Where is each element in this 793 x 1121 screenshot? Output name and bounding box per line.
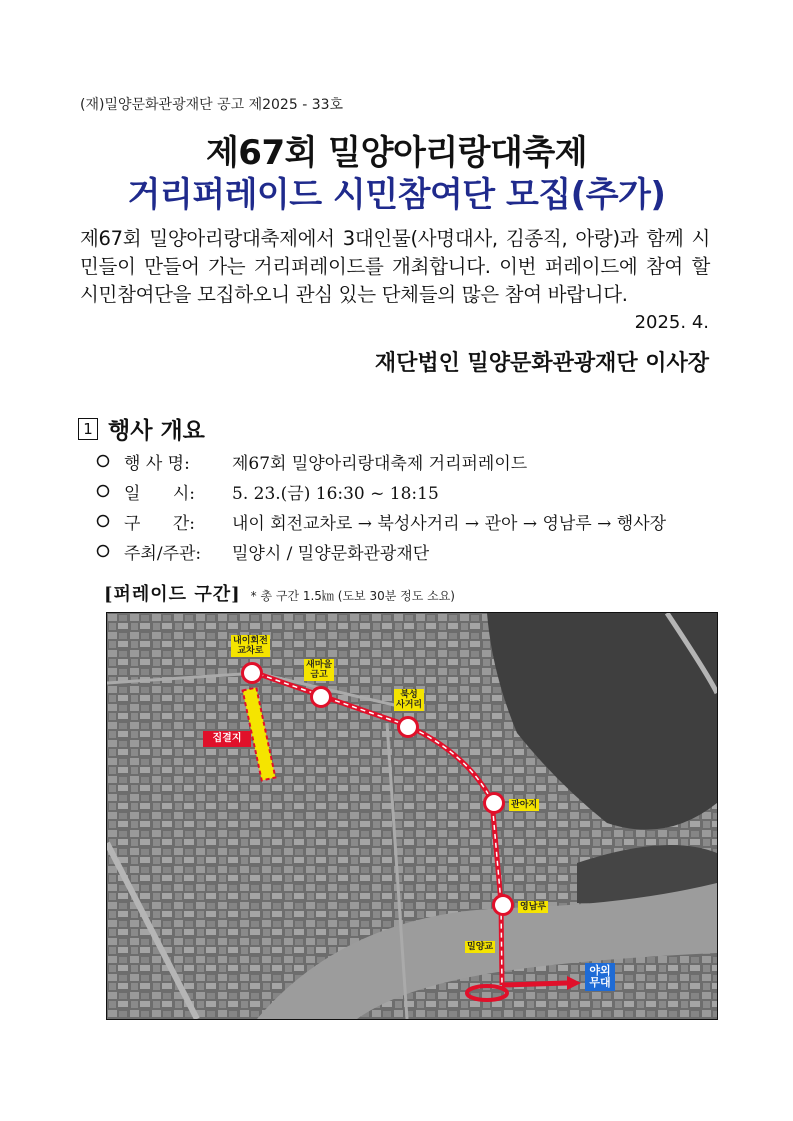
intro-paragraph: 제67회 밀양아리랑대축제에서 3대인물(사명대사, 김종직, 아랑)과 함께 시민들이 만들어 가는 거리퍼레이드를 개최합니다. 이번 퍼레이드에 참여 할 시민참여단을 모집하오니 관심 있는 단체들의 많은 참여 바랍니다. <box>80 227 710 306</box>
parade-route-map <box>106 612 718 1020</box>
label-bukseong: 북성 사거리 <box>396 690 423 710</box>
label-naei: 내이회전 교차로 <box>233 636 268 656</box>
stop-marker-bukseong <box>397 716 419 738</box>
section-number: 1 <box>78 418 98 440</box>
notice-date: 2025. 4. <box>634 312 709 333</box>
circle-bullet-icon <box>96 514 116 528</box>
map-caption <box>104 580 455 606</box>
title-festival: 제67회 밀양아리랑대축제 <box>205 133 588 173</box>
label-yeongnamnu: 영남루 <box>520 902 547 912</box>
stop-marker-gwana <box>483 792 505 814</box>
overview-value: 제67회 밀양아리랑대축제 거리퍼레이드 <box>232 453 528 474</box>
overview-label: 일 시: <box>124 483 195 504</box>
aerial-map-background <box>107 613 717 1019</box>
overview-value: 5. 23.(금) 16:30 ~ 18:15 <box>232 483 439 504</box>
label-stage: 야외 무대 <box>585 963 615 991</box>
notice-number: (재)밀양문화관광재단 공고 제2025 - 33호 <box>80 97 344 113</box>
title-recruitment: 거리퍼레이드 시민참여단 모집(추가) <box>127 175 666 215</box>
overview-item-time <box>96 476 666 506</box>
overview-item-name <box>96 446 666 476</box>
overview-label: 행 사 명: <box>124 453 190 474</box>
overview-item-route <box>96 506 666 536</box>
stop-marker-naei <box>241 662 263 684</box>
map-caption-note: * 총 구간 1.5㎞ (도보 30분 정도 소요) <box>250 589 455 603</box>
label-gwana: 관아지 <box>511 800 538 810</box>
label-saemaul: 새마을 금고 <box>306 660 333 680</box>
route-to-stage <box>502 983 567 985</box>
circle-bullet-icon <box>96 484 116 498</box>
overview-value: 밀양시 / 밀양문화관광재단 <box>232 543 430 564</box>
circle-bullet-icon <box>96 544 116 558</box>
section-heading <box>78 412 205 445</box>
stop-marker-saemaul <box>310 686 332 708</box>
issuing-organization: 재단법인 밀양문화관광재단 이사장 <box>374 351 709 376</box>
overview-label: 구 간: <box>124 513 195 534</box>
overview-value: 내이 회전교차로 → 북성사거리 → 관아 → 영남루 → 행사장 <box>232 513 667 534</box>
overview-list <box>96 446 666 566</box>
label-bridge: 밀양교 <box>467 942 494 952</box>
stop-marker-yeongnamnu <box>492 894 514 916</box>
map-caption-title: [퍼레이드 구간] <box>104 584 241 605</box>
label-gathering: 집결지 <box>203 731 251 747</box>
circle-bullet-icon <box>96 454 116 468</box>
section-title: 행사 개요 <box>108 418 205 444</box>
overview-item-host <box>96 536 666 566</box>
overview-label: 주최/주관: <box>124 543 202 564</box>
